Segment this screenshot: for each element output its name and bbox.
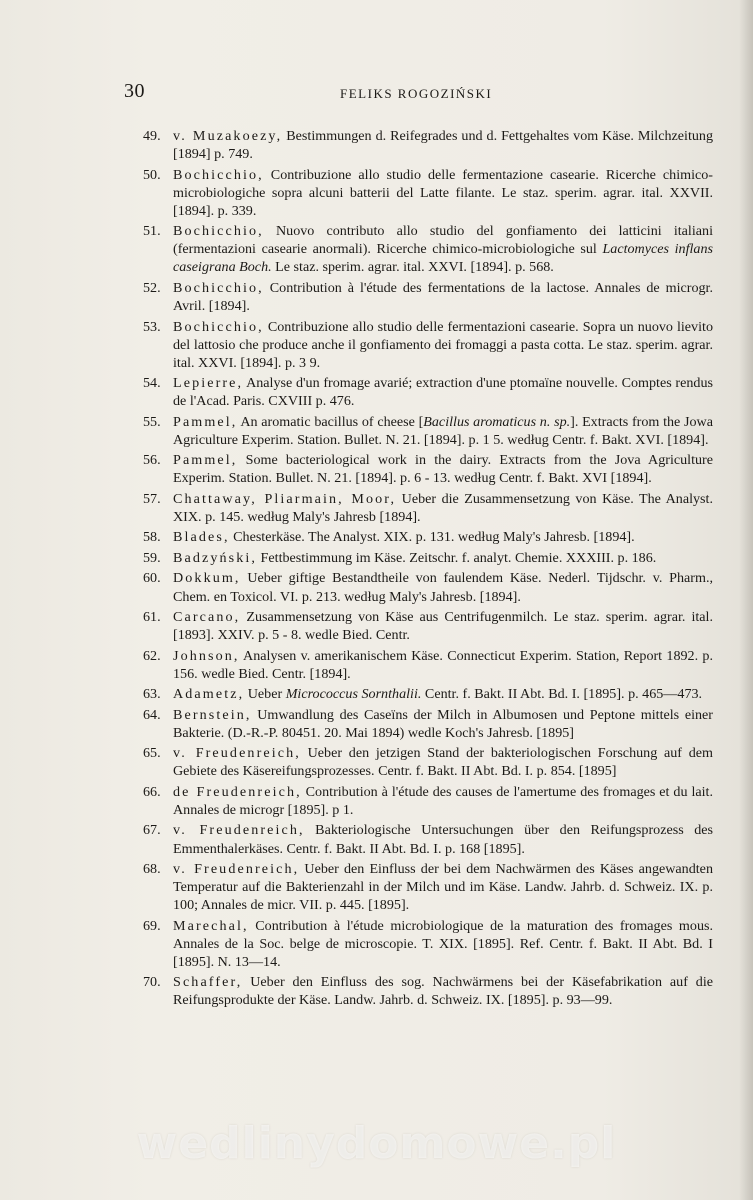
- reference-body: [173, 375, 713, 409]
- watermark: wedlinydomowe.pl: [136, 1118, 617, 1169]
- reference-author: v. Freudenreich,: [173, 745, 301, 762]
- reference-author: Dokkum,: [173, 570, 241, 587]
- reference-number: 50.: [143, 166, 161, 183]
- reference-text: Contribuzione allo studio delle fermentazioni casearie. Sopra un nuovo lievito del lattosio che produce anche il gonfiamento dei fromaggi a pasta cotta. Le staz. sperim. agrar. ital. XXVI. [1894]. p. 3 9.: [173, 318, 713, 371]
- reference-entry: [143, 279, 713, 315]
- reference-text: Contribution à l'étude microbiologique de la maturation des fromages mous. Annales de la Soc. belge de microscopie. T. XIX. [1895]. Ref. Centr. f. Bakt. II Abt. Bd. I [1895]. N. 13—14.: [173, 917, 713, 970]
- reference-text: ]. Extracts from the Jowa Agriculture Experim. Station. Bullet. N. 21. [1894]. p. 1 5. według Centr. f. Bakt. XVI. [1894].: [173, 413, 713, 448]
- reference-body: [173, 648, 713, 682]
- reference-number: 52.: [143, 279, 161, 296]
- reference-number: 59.: [143, 549, 161, 566]
- reference-text: Ueber: [244, 686, 286, 703]
- reference-author: de Freudenreich,: [173, 783, 302, 800]
- reference-text: Nuovo contributo allo studio del gonfiamento dei latticini italiani (fermentazioni casearie anormali). Ricerche chimico-microbiologiche sul: [173, 223, 713, 258]
- reference-author: v. Freudenreich,: [173, 860, 300, 877]
- reference-number: 64.: [143, 706, 161, 723]
- reference-entry: [143, 222, 713, 276]
- reference-number: 55.: [143, 413, 161, 430]
- reference-number: 56.: [143, 452, 161, 469]
- reference-entry: [143, 647, 713, 683]
- reference-body: [173, 280, 713, 314]
- reference-entry: [143, 569, 713, 605]
- reference-entry: [143, 549, 713, 567]
- reference-author: Pammel,: [173, 413, 238, 430]
- reference-italic-name: Bacillus aromaticus n. sp.: [423, 413, 571, 430]
- reference-text: Analyse d'un fromage avarié; extraction d'une ptomaïne nouvelle. Comptes rendus de l'Acad. Paris. CXVIII p. 476.: [173, 375, 713, 410]
- reference-number: 62.: [143, 647, 161, 664]
- reference-entry: [143, 685, 713, 703]
- reference-list: [143, 127, 713, 1012]
- page-edge-shadow: [739, 0, 753, 1200]
- reference-author: Lepierre,: [173, 375, 244, 392]
- reference-body: [173, 529, 635, 545]
- reference-entry: [143, 318, 713, 372]
- reference-number: 61.: [143, 609, 161, 626]
- reference-text: Bakteriologische Untersuchungen über den Reifungsprozess des Emmenthalerkäses. Centr. f. Bakt. II Abt. Bd. I. p. 168 [1895].: [173, 822, 713, 857]
- reference-number: 70.: [143, 974, 161, 991]
- reference-text: Ueber giftige Bestandtheile von faulendem Käse. Nederl. Tijdschr. v. Pharm., Chem. en Toxicol. VI. p. 213. według Maly's Jahresb. [1894].: [173, 570, 713, 605]
- reference-entry: [143, 744, 713, 780]
- reference-number: 57.: [143, 490, 161, 507]
- reference-entry: [143, 451, 713, 487]
- reference-body: [173, 167, 713, 219]
- reference-author: Bochicchio,: [173, 318, 264, 335]
- reference-entry: [143, 528, 713, 546]
- reference-number: 67.: [143, 822, 161, 839]
- reference-text: Some bacteriological work in the dairy. Extracts from the Jova Agriculture Experim. Station. Bullet. N. 21. [1894]. p. 6 - 13. według Centr. f. Bakt. XVI [1894].: [173, 452, 713, 487]
- reference-text: Umwandlung des Caseïns der Milch in Albumosen und Peptone mittels einer Bakterie. (D.-R.-P. 80451. 20. Mai 1894) wedle Koch's Jahresb. [1895]: [173, 706, 713, 741]
- reference-text: Contribuzione allo studio delle fermentazione casearie. Ricerche chimico-microbiologiche sopra alcuni batterii del Latte filante. Le staz. sperim. agrar. ital. XXVII. [1894]. p. 339.: [173, 166, 713, 219]
- reference-body: [173, 745, 713, 779]
- reference-author: Bochicchio,: [173, 223, 264, 240]
- reference-text: Analysen v. amerikanischem Käse. Connecticut Experim. Station, Report 1892. p. 156. wedle Bied. Centr. [1894].: [173, 647, 713, 682]
- reference-author: Chattaway, Pliarmain, Moor,: [173, 490, 397, 507]
- reference-number: 49.: [143, 128, 161, 144]
- reference-body: [173, 784, 713, 818]
- reference-author: Adametz,: [173, 686, 245, 703]
- reference-body: [173, 223, 713, 275]
- reference-author: Bochicchio,: [173, 279, 264, 296]
- reference-author: Johnson,: [173, 647, 240, 664]
- reference-entry: [143, 783, 713, 819]
- reference-author: Carcano,: [173, 609, 241, 626]
- reference-number: 51.: [143, 223, 161, 240]
- reference-body: [173, 861, 713, 913]
- reference-number: 58.: [143, 529, 161, 546]
- reference-body: [173, 609, 713, 643]
- reference-text: Ueber den Einfluss der bei dem Nachwärmen des Käses angewandten Temperatur auf die Bakterienzahl in der Milch und im Käse. Landw. Jahrb. d. Schweiz. IX. p. 100; Annales de micr. VII. p. 445. [1895].: [173, 860, 713, 914]
- reference-number: 54.: [143, 375, 161, 392]
- reference-number: 53.: [143, 318, 161, 335]
- reference-text: Chesterkäse. The Analyst. XIX. p. 131. według Maly's Jahresb. [1894].: [229, 529, 635, 546]
- reference-text: Contribution à l'étude des fermentations de la lactose. Annales de microgr. Avril. [1894].: [173, 279, 713, 315]
- reference-entry: [143, 166, 713, 220]
- reference-entry: [143, 608, 713, 644]
- reference-text: Centr. f. Bakt. II Abt. Bd. I. [1895]. p. 465—473.: [421, 686, 703, 703]
- reference-author: Pammel,: [173, 452, 238, 469]
- reference-body: [173, 414, 713, 448]
- reference-text: Le staz. sperim. agrar. ital. XXVI. [1894]. p. 568.: [271, 259, 554, 276]
- reference-body: [173, 319, 713, 371]
- reference-italic-name: Micrococcus Sornthalii.: [285, 686, 422, 703]
- reference-italic-name: Lactomyces inflans caseigrana Boch.: [173, 241, 713, 276]
- reference-number: 68.: [143, 860, 161, 877]
- reference-body: [173, 491, 713, 525]
- reference-body: [173, 452, 713, 486]
- reference-body: [173, 550, 656, 566]
- reference-text: Ueber den jetzigen Stand der bakteriologischen Forschung auf dem Gebiete des Käsereifungsprozesses. Centr. f. Bakt. II Abt. Bd. I. p. 854. [1895]: [173, 745, 713, 780]
- reference-author: Bochicchio,: [173, 166, 264, 183]
- reference-author: Blades,: [173, 529, 230, 546]
- reference-body: [173, 918, 713, 970]
- reference-text: Zusammensetzung von Käse aus Centrifugenmilch. Le staz. sperim. agrar. ital. [1893]. XXIV. p. 5 - 8. wedle Bied. Centr.: [173, 609, 713, 644]
- running-title: FELIKS ROGOZIŃSKI: [340, 86, 493, 101]
- reference-body: [173, 570, 713, 604]
- reference-author: v. Muzakoezy,: [173, 128, 283, 144]
- reference-entry: [143, 821, 713, 857]
- reference-text: Ueber die Zusammensetzung von Käse. The Analyst. XIX. p. 145. według Maly's Jahresb [1894].: [173, 490, 713, 525]
- reference-text: Bestimmungen d. Reifegrades und d. Fettgehaltes vom Käse. Milchzeitung [1894] p. 749.: [173, 128, 713, 163]
- reference-author: v. Freudenreich,: [173, 822, 305, 839]
- reference-body: [173, 822, 713, 856]
- reference-entry: [143, 413, 713, 449]
- reference-number: 63.: [143, 686, 161, 703]
- reference-text: An aromatic bacillus of cheese [: [237, 413, 424, 430]
- reference-body: [173, 686, 702, 702]
- reference-entry: [143, 860, 713, 914]
- page-number: 30: [124, 80, 145, 102]
- reference-body: [173, 974, 713, 1008]
- reference-number: 66.: [143, 783, 161, 800]
- reference-number: 69.: [143, 917, 161, 934]
- reference-author: Marechal,: [173, 917, 249, 934]
- reference-number: 60.: [143, 570, 161, 587]
- reference-text: Fettbestimmung im Käse. Zeitschr. f. analyt. Chemie. XXXIII. p. 186.: [257, 549, 657, 566]
- reference-author: Schaffer,: [173, 974, 243, 991]
- reference-entry: [143, 490, 713, 526]
- reference-text: Contribution à l'étude des causes de l'amertume des fromages et du lait. Annales de microgr [1895]. p 1.: [173, 783, 713, 818]
- reference-author: Badzyński,: [173, 549, 258, 566]
- reference-text: Ueber den Einfluss des sog. Nachwärmens bei der Käsefabrikation auf die Reifungsprodukte der Käse. Landw. Jahrb. d. Schweiz. IX. [1895]. p. 93—99.: [173, 974, 713, 1009]
- reference-entry: [143, 127, 713, 163]
- reference-number: 65.: [143, 745, 161, 762]
- reference-entry: [143, 374, 713, 410]
- reference-author: Bernstein,: [173, 706, 252, 723]
- reference-entry: [143, 706, 713, 742]
- reference-entry: [143, 917, 713, 971]
- reference-body: [173, 707, 713, 741]
- reference-body: [173, 128, 713, 162]
- reference-entry: [143, 973, 713, 1009]
